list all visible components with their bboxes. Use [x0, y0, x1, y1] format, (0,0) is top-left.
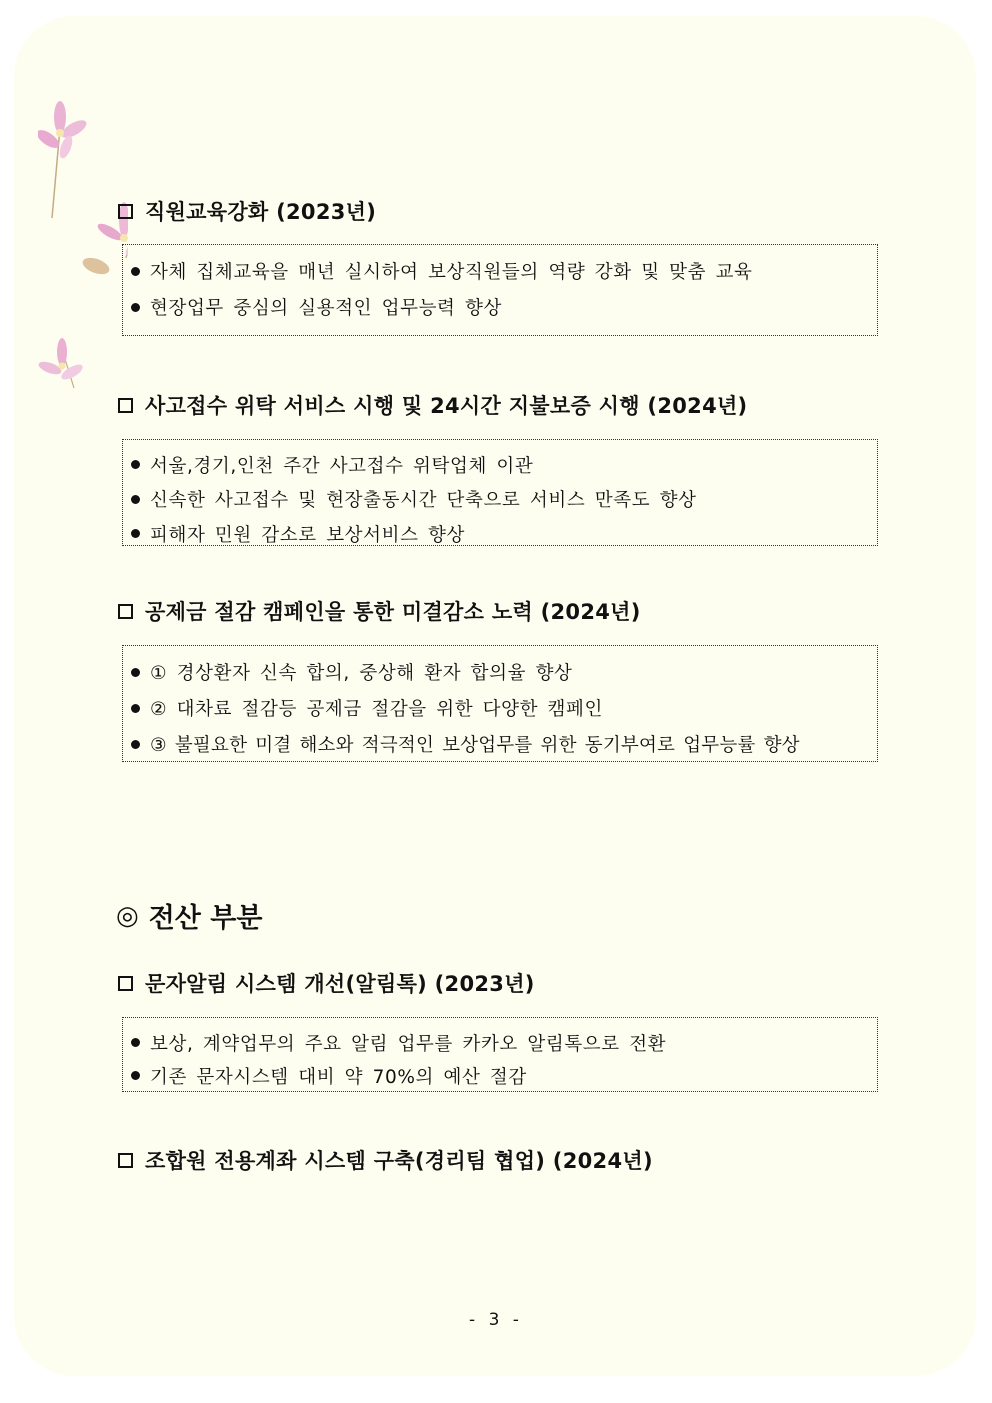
checkbox-square-icon [118, 398, 133, 413]
list-item-text: 기존 문자시스템 대비 약 70%의 예산 절감 [150, 1066, 527, 1088]
list-item-text: 현장업무 중심의 실용적인 업무능력 향상 [150, 298, 502, 319]
note-box [122, 1017, 878, 1092]
list-item [131, 654, 877, 690]
section-heading [118, 968, 535, 998]
section-heading [118, 1145, 653, 1175]
list-item-text: 서울,경기,인천 주간 사고접수 위탁업체 이관 [150, 455, 534, 477]
list-item [131, 690, 877, 726]
section-title: 직원교육강화 (2023년) [145, 200, 377, 224]
list-item-text: 피해자 민원 감소로 보상서비스 향상 [150, 524, 465, 546]
note-box [122, 645, 878, 762]
list-item-text: ① 경상환자 신속 합의, 중상해 환자 합의율 향상 [150, 663, 573, 684]
section-title: 문자알림 시스템 개선(알림톡) (2023년) [145, 972, 535, 996]
page-number: - 3 - [469, 1310, 523, 1330]
list-item [131, 481, 877, 517]
bullet-icon [131, 529, 140, 538]
double-circle-icon: ◎ [116, 900, 139, 931]
bullet-icon [131, 495, 140, 504]
list-item [131, 289, 877, 325]
section-heading [118, 596, 641, 626]
bullet-icon [131, 303, 140, 312]
note-box [122, 439, 878, 546]
list-item [131, 726, 877, 762]
list-item-text: ② 대차료 절감등 공제금 절감을 위한 다양한 캠페인 [150, 699, 603, 720]
list-item-text: 신속한 사고접수 및 현장출동시간 단축으로 서비스 만족도 향상 [150, 490, 697, 511]
list-item-text: 보상, 계약업무의 주요 알림 업무를 카카오 알림톡으로 전환 [150, 1033, 667, 1055]
list-item [131, 448, 877, 481]
bullet-icon [131, 460, 140, 469]
list-item [131, 517, 877, 550]
checkbox-square-icon [118, 204, 133, 219]
checkbox-square-icon [118, 1153, 133, 1168]
flower-decoration-icon [38, 88, 128, 418]
list-item [131, 253, 877, 289]
checkbox-square-icon [118, 976, 133, 991]
major-heading [116, 896, 262, 935]
section-heading [118, 196, 376, 226]
list-item-text: 자체 집체교육을 매년 실시하여 보상직원들의 역량 강화 및 맞춤 교육 [150, 262, 753, 283]
bullet-icon [131, 267, 140, 276]
section-heading [118, 390, 747, 420]
bullet-icon [131, 1038, 140, 1047]
list-item-text: ③ 불필요한 미결 해소와 적극적인 보상업무를 위한 동기부여로 업무능률 향상 [150, 735, 800, 756]
section-title: 공제금 절감 캠페인을 통한 미결감소 노력 (2024년) [145, 600, 641, 624]
list-item [131, 1026, 877, 1059]
bullet-icon [131, 1071, 140, 1080]
bullet-icon [131, 668, 140, 677]
checkbox-square-icon [118, 604, 133, 619]
section-title: 조합원 전용계좌 시스템 구축(경리팀 협업) (2024년) [145, 1149, 653, 1173]
major-heading-title: 전산 부분 [148, 903, 263, 934]
bullet-icon [131, 740, 140, 749]
section-title: 사고접수 위탁 서비스 시행 및 24시간 지불보증 시행 (2024년) [145, 394, 748, 418]
bullet-icon [131, 704, 140, 713]
list-item [131, 1059, 877, 1092]
note-box [122, 244, 878, 336]
